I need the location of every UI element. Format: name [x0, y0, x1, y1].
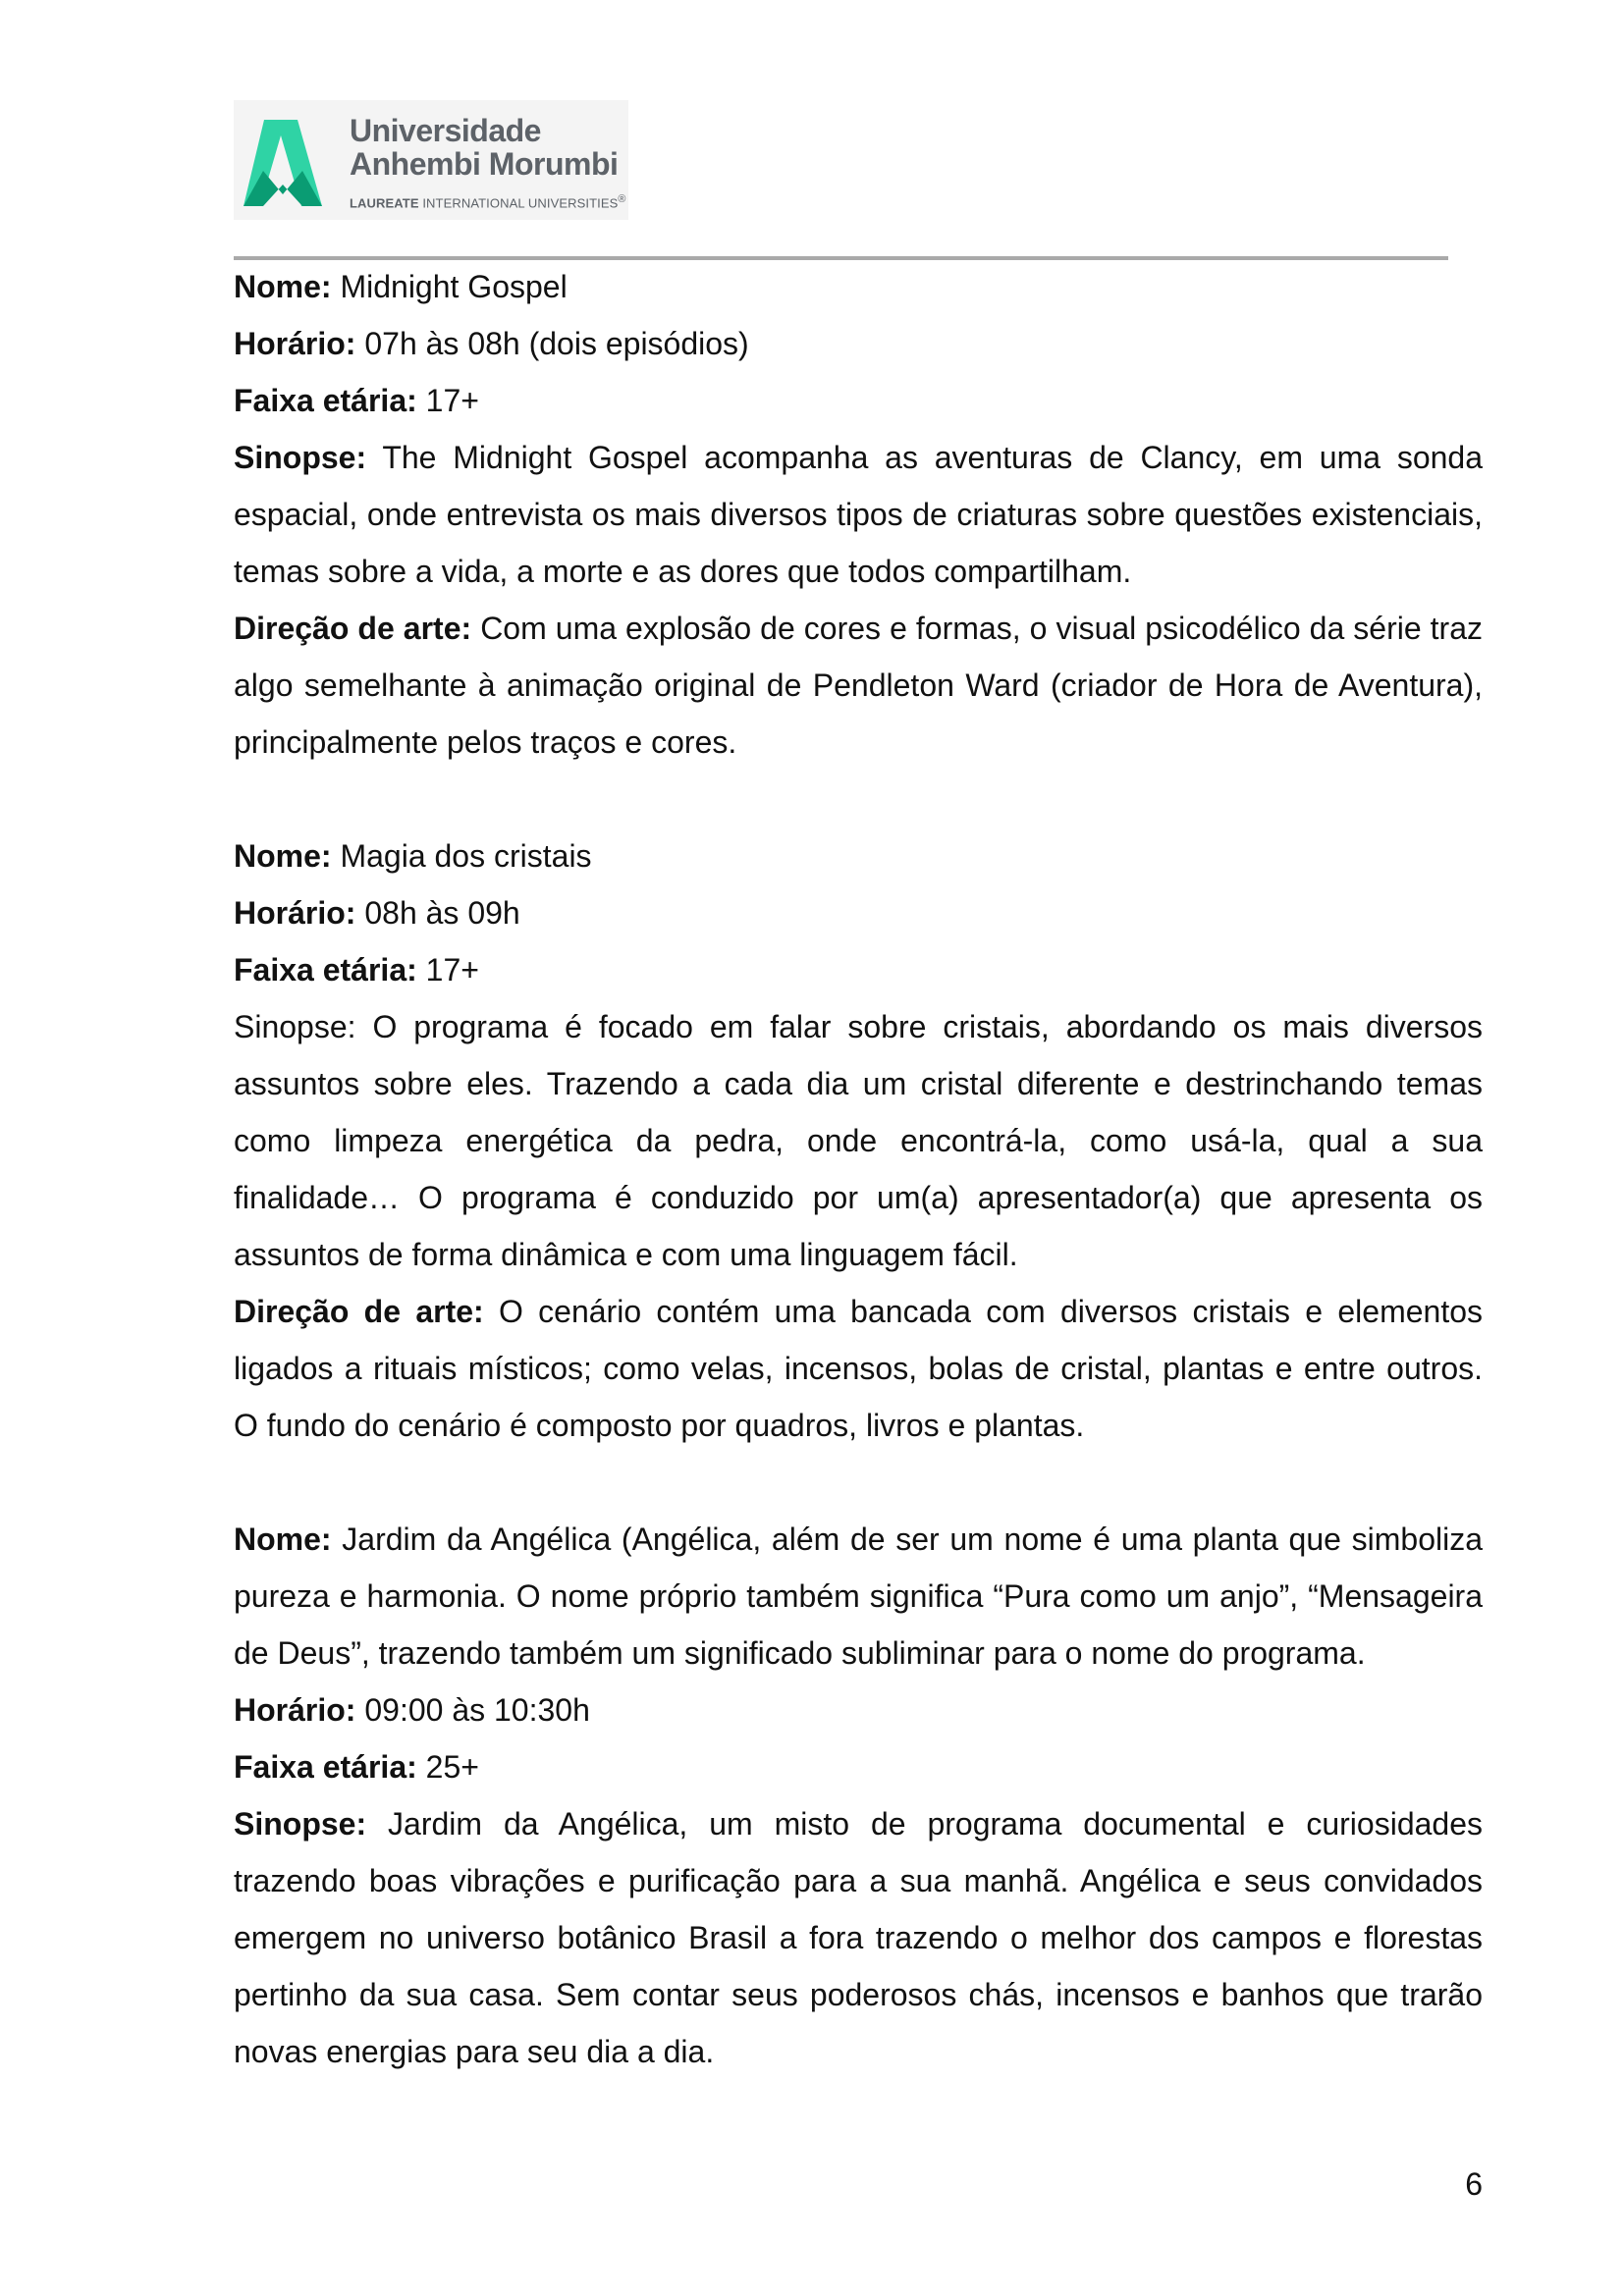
page-number: 6 — [1465, 2166, 1483, 2202]
logo-subtitle — [350, 192, 626, 210]
section-spacer — [234, 1454, 1483, 1511]
label-nome: Nome: — [234, 269, 332, 304]
program-art-direction: O cenário contém uma bancada com diversos cristais e elementos ligados a rituais místicos; como velas, incensos, bolas de cristal, plantas e entre outros. O fundo do cenário é composto por quadros, livros e plantas. — [234, 1294, 1484, 1443]
label-direcao: Direção de arte: — [234, 611, 472, 646]
document-body — [234, 258, 1483, 2080]
label-horario: Horário: — [234, 895, 356, 931]
program-entry — [234, 828, 1483, 1454]
program-name: Magia dos cristais — [340, 838, 592, 874]
program-name: Midnight Gospel — [340, 269, 568, 304]
program-entry — [234, 258, 1483, 771]
logo-line-1: Universidade — [350, 113, 541, 148]
label-faixa: Faixa etária: — [234, 952, 417, 988]
label-nome: Nome: — [234, 1522, 332, 1557]
program-entry — [234, 1511, 1483, 2080]
logo-sub-bold: LAUREATE — [350, 195, 419, 211]
program-name-line — [234, 828, 1483, 884]
program-age-rating: 17+ — [425, 383, 479, 418]
program-age-rating: 17+ — [425, 952, 479, 988]
label-direcao: Direção de arte: — [234, 1294, 484, 1329]
logo-wordmark — [350, 114, 626, 210]
logo-sup: ® — [618, 193, 626, 205]
program-age-rating: 25+ — [425, 1749, 479, 1785]
label-horario: Horário: — [234, 1692, 356, 1728]
program-schedule: 09:00 às 10:30h — [364, 1692, 590, 1728]
logo-sub-rest: INTERNATIONAL UNIVERSITIES — [422, 195, 619, 211]
program-schedule-line — [234, 884, 1483, 941]
program-art-direction-paragraph — [234, 1283, 1483, 1454]
label-faixa: Faixa etária: — [234, 383, 417, 418]
university-logo — [234, 100, 628, 220]
section-spacer — [234, 771, 1483, 828]
label-sinopse: Sinopse: — [234, 440, 367, 475]
program-synopsis: The Midnight Gospel acompanha as aventuras de Clancy, em uma sonda espacial, onde entrevista os mais diversos tipos de criaturas sobre questões existenciais, temas sobre a vida, a morte e as dores que todos compartilham. — [234, 440, 1483, 589]
program-schedule-line — [234, 1682, 1483, 1738]
program-art-direction-paragraph — [234, 600, 1483, 771]
logo-line-2: Anhembi Morumbi — [350, 146, 619, 182]
program-age-line — [234, 372, 1483, 429]
label-horario: Horário: — [234, 326, 356, 361]
label-nome: Nome: — [234, 838, 332, 874]
program-art-direction: Com uma explosão de cores e formas, o visual psicodélico da série traz algo semelhante à animação original de Pendleton Ward (criador de Hora de Aventura), principalmente pelos traços e cores. — [234, 611, 1484, 760]
program-synopsis: Jardim da Angélica, um misto de programa documental e curiosidades trazendo boas vibrações e purificação para a sua manhã. Angélica e seus convidados emergem no universo botânico Brasil a fora trazendo o melhor dos campos e florestas pertinho da sua casa. Sem contar seus poderosos chás, incensos e banhos que trarão novas energias para seu dia a dia. — [234, 1806, 1484, 2069]
program-name-line — [234, 258, 1483, 315]
program-name-line — [234, 1511, 1483, 1682]
program-synopsis-paragraph — [234, 1795, 1483, 2080]
program-schedule: 08h às 09h — [364, 895, 520, 931]
program-age-line — [234, 941, 1483, 998]
anhembi-morumbi-logo-icon — [244, 120, 322, 206]
program-schedule-line — [234, 315, 1483, 372]
program-synopsis-paragraph: Sinopse: O programa é focado em falar sobre cristais, abordando os mais diversos assuntos sobre eles. Trazendo a cada dia um cristal diferente e destrinchando temas como limpeza energética da pedra, onde encontrá-la, como usá-la, qual a sua finalidade… O programa é conduzido por um(a) apresentador(a) que apresenta os assuntos de forma dinâmica e com uma linguagem fácil. — [234, 1009, 1483, 1272]
program-name: Jardim da Angélica (Angélica, além de ser um nome é uma planta que simboliza pureza e harmonia. O nome próprio também significa “Pura como um anjo”, “Mensageira de Deus”, trazendo também um significado subliminar para o nome do programa. — [234, 1522, 1484, 1671]
program-synopsis-paragraph — [234, 429, 1483, 600]
program-age-line — [234, 1738, 1483, 1795]
label-faixa: Faixa etária: — [234, 1749, 417, 1785]
label-sinopse: Sinopse: — [234, 1806, 367, 1842]
program-schedule: 07h às 08h (dois episódios) — [364, 326, 749, 361]
